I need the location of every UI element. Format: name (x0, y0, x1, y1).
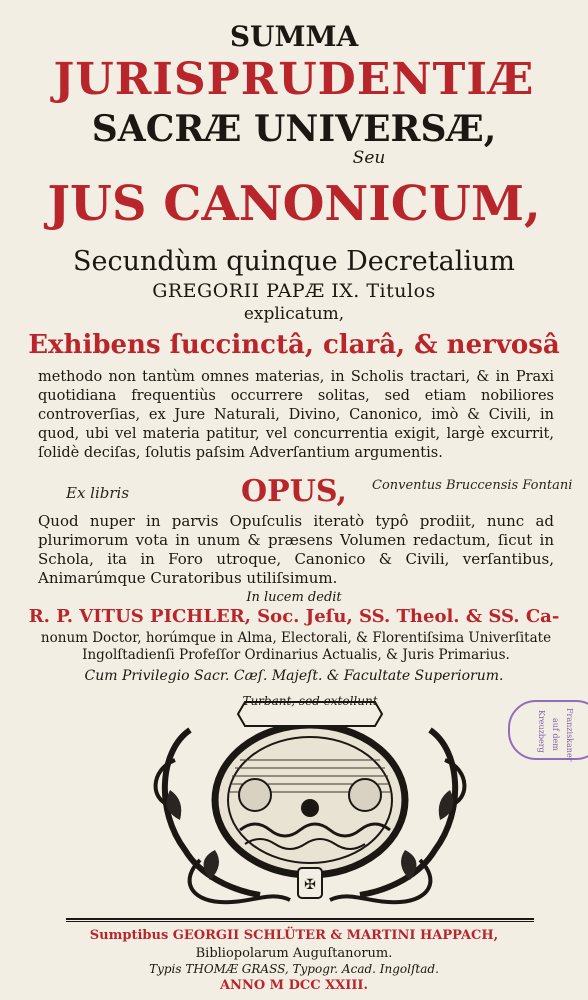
title-summa: SUMMA (229, 20, 359, 53)
stamp-line-3: Kreuzberg (537, 710, 546, 753)
imprint-anno: ANNO M DCC XXIII. (219, 978, 369, 993)
imprint-bibliopolarum: Bibliopolarum Auguſtanorum. (195, 946, 393, 961)
title-seu: Seu (352, 148, 386, 168)
imprint-rule-thin (66, 921, 534, 922)
in-lucem-dedit: In lucem dedit (246, 590, 342, 605)
author-name: R. P. VITUS PICHLER, Soc. Jeſu, SS. Theol. & SS. Ca- (28, 606, 560, 627)
imprint-sumptibus: Sumptibus GEORGII SCHLÜTER & MARTINI HAPPACH, (89, 928, 499, 943)
title-opus: OPUS, (241, 474, 347, 509)
stamp-line-2: auf dem (551, 718, 560, 751)
title-sacrae-universae: SACRÆ UNIVERSÆ, (91, 108, 497, 150)
opus-paragraph: Quod nuper in parvis Opuſculis iteratò typô prodiit, nunc ad plurimorum vota in unum & præsens Volumen redactum, ſicut in Schola, ita in Foro utroque, Canonico & Civili, verſantibus, Animarúmque Curatoribus utiliſsimum. (38, 512, 554, 587)
title-jus-canonicum: JUS CANONICUM, (47, 176, 541, 232)
title-explicatum: explicatum, (243, 304, 345, 324)
svg-text:✠: ✠ (304, 878, 316, 893)
imprint-typis: Typis THOMÆ GRASS, Typogr. Acad. Ingolſtad. (149, 962, 439, 976)
title-secundum: Secundùm quinque Decretalium (72, 246, 515, 277)
emblem-motto: Turbant, sed extollunt (242, 694, 378, 708)
title-jurisprudentiae: JURISPRUDENTIÆ (53, 54, 535, 105)
library-stamp (508, 700, 588, 760)
author-description: nonum Doctor, horúmque in Alma, Electorali, & Florentiſsima Univerſitate Ingolſtadienſi Profeſſor Ordinarius Actualis, & Juris Primarius. (40, 630, 552, 663)
title-exhibens: Exhibens ſuccinctâ, clarâ, & nervosâ (28, 330, 560, 360)
printer-emblem-image (150, 690, 470, 910)
privilege-line: Cum Privilegio Sacr. Cæſ. Majeſt. & Facultate Superiorum. (84, 668, 504, 684)
stamp-line-1: Franziskaner (565, 708, 574, 762)
description-paragraph: methodo non tantùm omnes materias, in Scholis tractari, & in Praxi quotidiana frequentiùs occurrere solitas, sed etiam nobiliores controverſias, ex Jure Naturali, Divino, Canonico, imò & Civili, in quod, ubi vel materia patitur, vel concurrentia exigit, largè excurrit, ſolidè deciſas, ſolutis paſsim Adverſantium argumentis. (38, 369, 554, 461)
imprint-rule-thick (66, 918, 534, 920)
marginal-note-conventus: Conventus Bruccensis Fontani (372, 478, 573, 493)
marginal-note-ex-libris: Ex libris (66, 484, 130, 502)
title-gregorii: GREGORII PAPÆ IX. Titulos (152, 280, 436, 302)
